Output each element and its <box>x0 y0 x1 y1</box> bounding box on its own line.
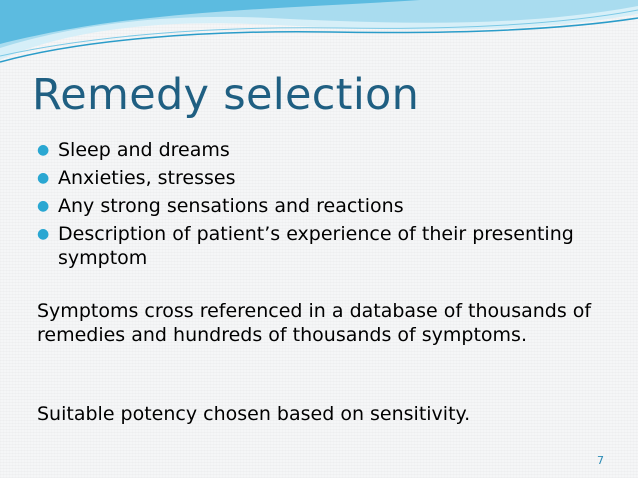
bullet-dot-icon: ● <box>37 226 50 242</box>
bullet-dot-icon: ● <box>37 198 50 214</box>
bullet-text: Any strong sensations and reactions <box>58 195 404 217</box>
bullet-list <box>37 138 597 274</box>
bullet-item <box>37 166 597 190</box>
bullet-text: Anxieties, stresses <box>58 167 236 189</box>
bullet-item <box>37 222 597 270</box>
bullet-dot-icon: ● <box>37 170 50 186</box>
bullet-item <box>37 194 597 218</box>
header-wave-decoration <box>0 0 638 80</box>
bullet-text: Description of patient’s experience of their presenting symptom <box>58 223 574 269</box>
page-number: 7 <box>597 454 604 467</box>
bullet-text: Sleep and dreams <box>58 139 230 161</box>
bullet-item <box>37 138 597 162</box>
bullet-dot-icon: ● <box>37 142 50 158</box>
body-paragraph: Symptoms cross referenced in a database of thousands of remedies and hundreds of thousands of symptoms. <box>37 300 592 346</box>
slide-title: Remedy selection <box>32 70 420 120</box>
body-paragraph: Suitable potency chosen based on sensitivity. <box>37 403 471 425</box>
